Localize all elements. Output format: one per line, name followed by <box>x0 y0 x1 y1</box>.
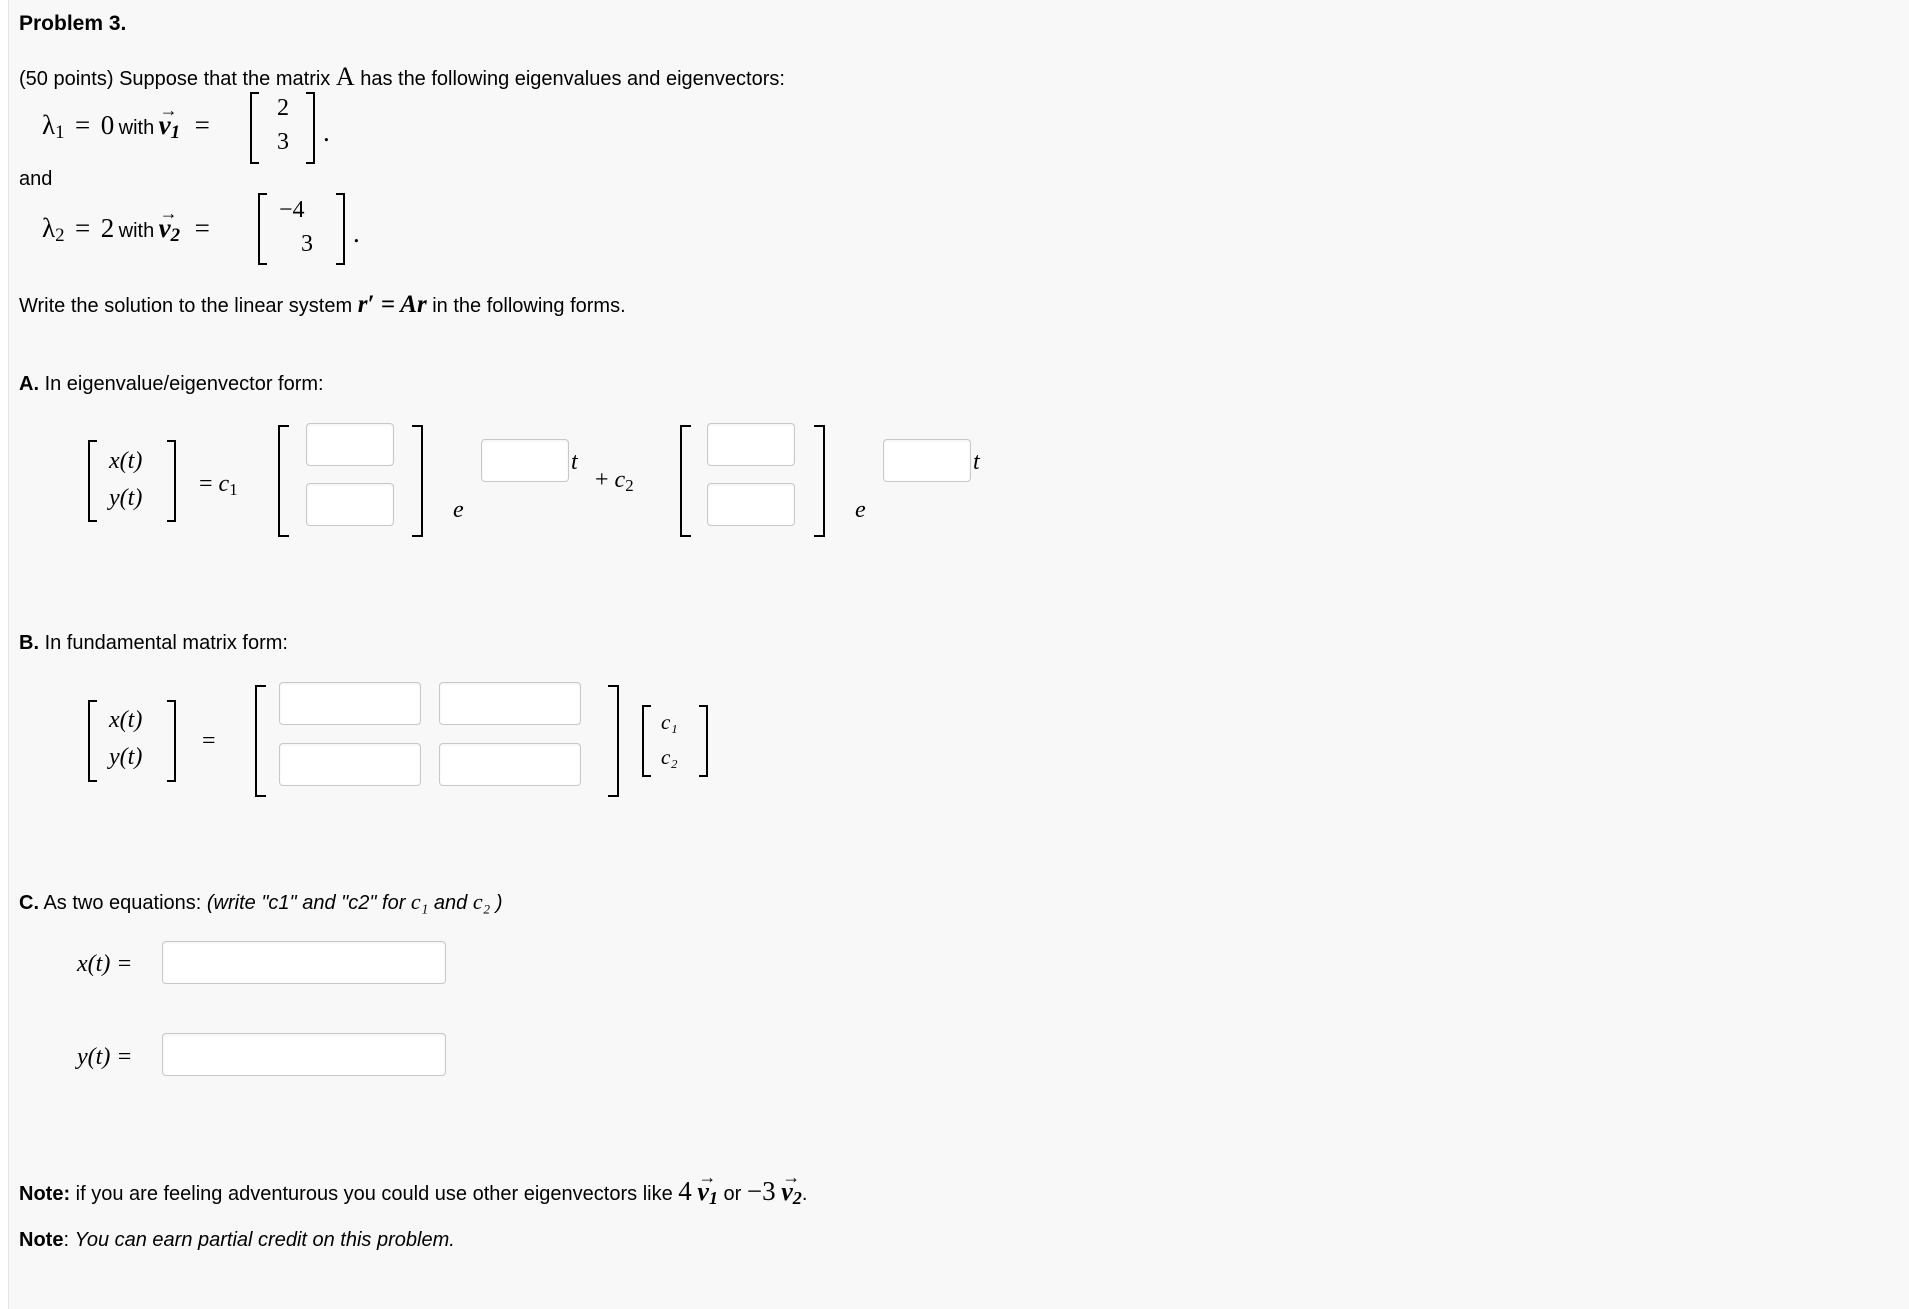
lambda-1: $\lambda_1$ <box>42 110 65 143</box>
intro-text-1: Suppose that the matrix <box>119 68 331 90</box>
a-equals-c1: = $c_1$ <box>199 471 238 499</box>
a-vec2-entry-1-input[interactable] <box>707 423 795 466</box>
a-lhs-y: y(t) <box>109 485 143 511</box>
problem-panel: Problem 3. (50 points) Suppose that the matrix A has the following eigenvalues and eigenvectors: $\lambda_1 = 0$ with → $v_1$ = 2 3 . and $\lambda_2 = 2$ with → $v_2$ = −4 3 . Write the solution to the linear system r′ = Ar in the following forms. A. In eigenvalue/eigenvector form: x(t) y(t) = $c_1$ e t + $c_2$ e t B. In fundamental matrix form: x(t) y(t) = c₁ c₂ C. As two equations: (write "c1" and "c2" for c₁ and c₂ ) x(t) = y(t) = Note: if you are feeling adventurous you could use other eigenvectors like $4 \to v_1$ or $-3 \to v_2$. Note: You can earn partial credit on this problem. <box>8 0 1909 1309</box>
v2-entry-1: −4 <box>279 197 305 223</box>
v2-right-bracket <box>334 193 346 265</box>
a-e-symbol-1: e <box>453 497 464 523</box>
b-matrix-r2c2-input[interactable] <box>439 743 581 786</box>
a-vec2-entry-2-input[interactable] <box>707 483 795 526</box>
v1-entry-2: 3 <box>277 129 289 155</box>
a-exponent-2-input[interactable] <box>883 439 971 482</box>
eigenpair-1: $\lambda_1 = 0$ with → $v_1$ = <box>42 110 210 140</box>
b-lhs-left-bracket <box>87 700 99 782</box>
part-a-heading: A. In eigenvalue/eigenvector form: <box>19 373 324 395</box>
b-matrix-r2c1-input[interactable] <box>279 743 421 786</box>
v2-entry-2: 3 <box>301 231 313 257</box>
note-partial-credit: Note: You can earn partial credit on this problem. <box>19 1229 455 1251</box>
a-plus-c2: + $c_2$ <box>595 467 634 495</box>
a-lhs-left-bracket <box>87 440 99 522</box>
a-t-symbol-2: t <box>973 449 980 475</box>
a-lhs-right-bracket <box>165 440 177 522</box>
lambda-2: $\lambda_2$ <box>42 213 65 246</box>
system-text-1: Write the solution to the linear system <box>19 295 353 317</box>
part-b-heading: B. In fundamental matrix form: <box>19 632 288 654</box>
b-matrix-r1c1-input[interactable] <box>279 682 421 725</box>
b-lhs-right-bracket <box>165 700 177 782</box>
c-x-equation-input[interactable] <box>162 941 446 984</box>
a-vec2-right-bracket <box>812 425 826 537</box>
system-text-2: in the following forms. <box>432 295 626 317</box>
a-exponent-1-input[interactable] <box>481 439 569 482</box>
and-label: and <box>19 168 53 190</box>
c-y-equation-input[interactable] <box>162 1033 446 1076</box>
points-label: (50 points) <box>19 68 114 90</box>
b-cvec-left-bracket <box>641 705 653 777</box>
b-lhs-y: y(t) <box>109 744 143 770</box>
b-cvec-right-bracket <box>697 705 709 777</box>
a-t-symbol-1: t <box>571 449 578 475</box>
eigenpair-2: $\lambda_2 = 2$ with → $v_2$ = <box>42 213 210 243</box>
a-vec1-entry-2-input[interactable] <box>306 483 394 526</box>
v2-left-bracket <box>257 193 269 265</box>
b-matrix-r1c2-input[interactable] <box>439 682 581 725</box>
with-label-2: with <box>118 220 155 242</box>
matrix-symbol: A <box>335 62 355 91</box>
problem-title: Problem 3. <box>19 12 127 35</box>
vector-v2-label: → $v_2$ <box>159 213 180 243</box>
lambda-1-value: 0 <box>100 110 115 140</box>
b-cvec-c1: c₁ <box>661 710 678 734</box>
with-label-1: with <box>118 117 155 139</box>
v1-left-bracket <box>249 92 261 164</box>
b-equals: = <box>202 728 216 754</box>
part-c-heading: C. As two equations: (write "c1" and "c2" for c₁ and c₂ ) <box>19 889 503 914</box>
intro-text-2: has the following eigenvalues and eigenvectors: <box>360 68 785 90</box>
a-vec1-right-bracket <box>410 425 424 537</box>
a-lhs-x: x(t) <box>109 448 143 474</box>
v1-right-bracket <box>304 92 316 164</box>
lambda-2-value: 2 <box>100 213 115 243</box>
note-eigenvectors: Note: if you are feeling adventurous you could use other eigenvectors like $4 \to v_1$ or $-3 \to v_2$. <box>19 1176 807 1207</box>
b-matrix-right-bracket <box>606 685 620 797</box>
c-y-label: y(t) = <box>77 1044 133 1070</box>
system-equation: r′ = Ar <box>357 291 427 318</box>
b-lhs-x: x(t) <box>109 707 143 733</box>
a-vec1-left-bracket <box>277 425 291 537</box>
b-cvec-c2: c₂ <box>661 745 678 769</box>
a-vec2-left-bracket <box>679 425 693 537</box>
a-e-symbol-2: e <box>855 497 866 523</box>
system-line <box>19 290 626 320</box>
intro-line <box>19 62 785 92</box>
vector-v1-label: → $v_1$ <box>159 110 180 140</box>
b-matrix-left-bracket <box>254 685 268 797</box>
c-x-label: x(t) = <box>77 951 133 977</box>
a-vec1-entry-1-input[interactable] <box>306 423 394 466</box>
v1-entry-1: 2 <box>277 95 289 121</box>
